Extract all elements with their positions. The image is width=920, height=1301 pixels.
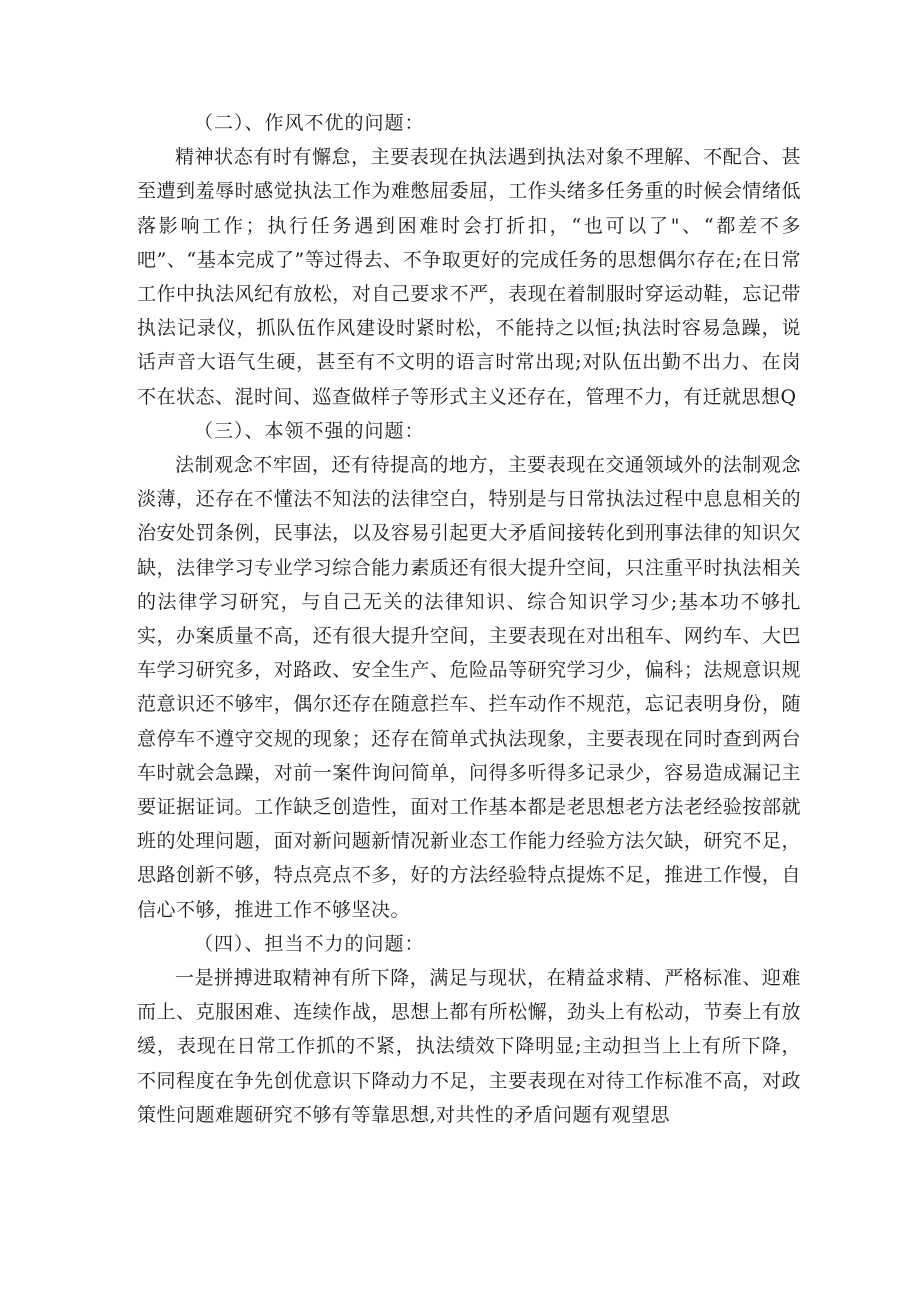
section-body-4: 一是拼搏进取精神有所下降，满足与现状，在精益求精、严格标准、迎难而上、克服困难、连续作战，思想上都有所松懈，劲头上有松动，节奏上有放缓，表现在日常工作抓的不紧，执法绩效下降明显;主动担当上上有所下降，不同程度在争先创优意识下降动力不足，主要表现在对待工作标准不高，对政策性问题难题研究不够有等靠思想,对共性的矛盾问题有观望思 xyxy=(137,967,801,1126)
section-body-2: 精神状态有时有懈怠，主要表现在执法遇到执法对象不理解、不配合、甚至遭到羞辱时感觉执法工作为难憋屈委屈，工作头绪多任务重的时候会情绪低落影响工作；执行任务遇到困难时会打折扣，“也可以了"、“都差不多吧”、“基本完成了”等过得去、不争取更好的完成任务的思想偶尔存在;在日常工作中执法风纪有放松，对自己要求不严，表现在着制服时穿运动鞋，忘记带执法记录仪，抓队伍作风建设时紧时松，不能持之以恒;执法时容易急躁，说话声音大语气生硬，甚至有不文明的语言时常出现;对队伍出勤不出力、在岗不在状态、混时间、巡查做样子等形式主义还存在，管理不力，有迁就思想Q xyxy=(137,146,801,408)
section-heading-3: （三）、本领不强的问题： xyxy=(194,419,425,442)
section-heading-4: （四）、担当不力的问题： xyxy=(194,932,425,955)
section-body-3: 法制观念不牢固，还有待提高的地方，主要表现在交通领域外的法制观念淡薄，还存在不懂法不知法的法律空白，特别是与日常执法过程中息息相关的治安处罚条例，民事法，以及容易引起更大矛盾间接转化到刑事法律的知识欠缺，法律学习专业学习综合能力素质还有很大提升空间，只注重平时执法相关的法律学习研究，与自己无关的法律知识、综合知识学习少;基本功不够扎实，办案质量不高，还有很大提升空间，主要表现在对出租车、网约车、大巴车学习研究多，对路政、安全生产、危险品等研究学习少，偏科；法规意识规范意识还不够牢，偶尔还存在随意拦车、拦车动作不规范，忘记表明身份，随意停车不遵守交规的现象；还存在简单式执法现象，主要表现在同时查到两台车时就会急躁，对前一案件询问简单，问得多听得多记录少，容易造成漏记主要证据证词。工作缺乏创造性，面对工作基本都是老思想老方法老经验按部就班的处理问题，面对新问题新情况新业态工作能力经验方法欠缺，研究不足，思路创新不够，特点亮点不多，好的方法经验特点提炼不足，推进工作慢，自信心不够，推进工作不够坚决。 xyxy=(137,454,801,921)
section-heading-2: （二）、作风不优的问题： xyxy=(194,112,425,134)
document-page xyxy=(137,106,801,1132)
